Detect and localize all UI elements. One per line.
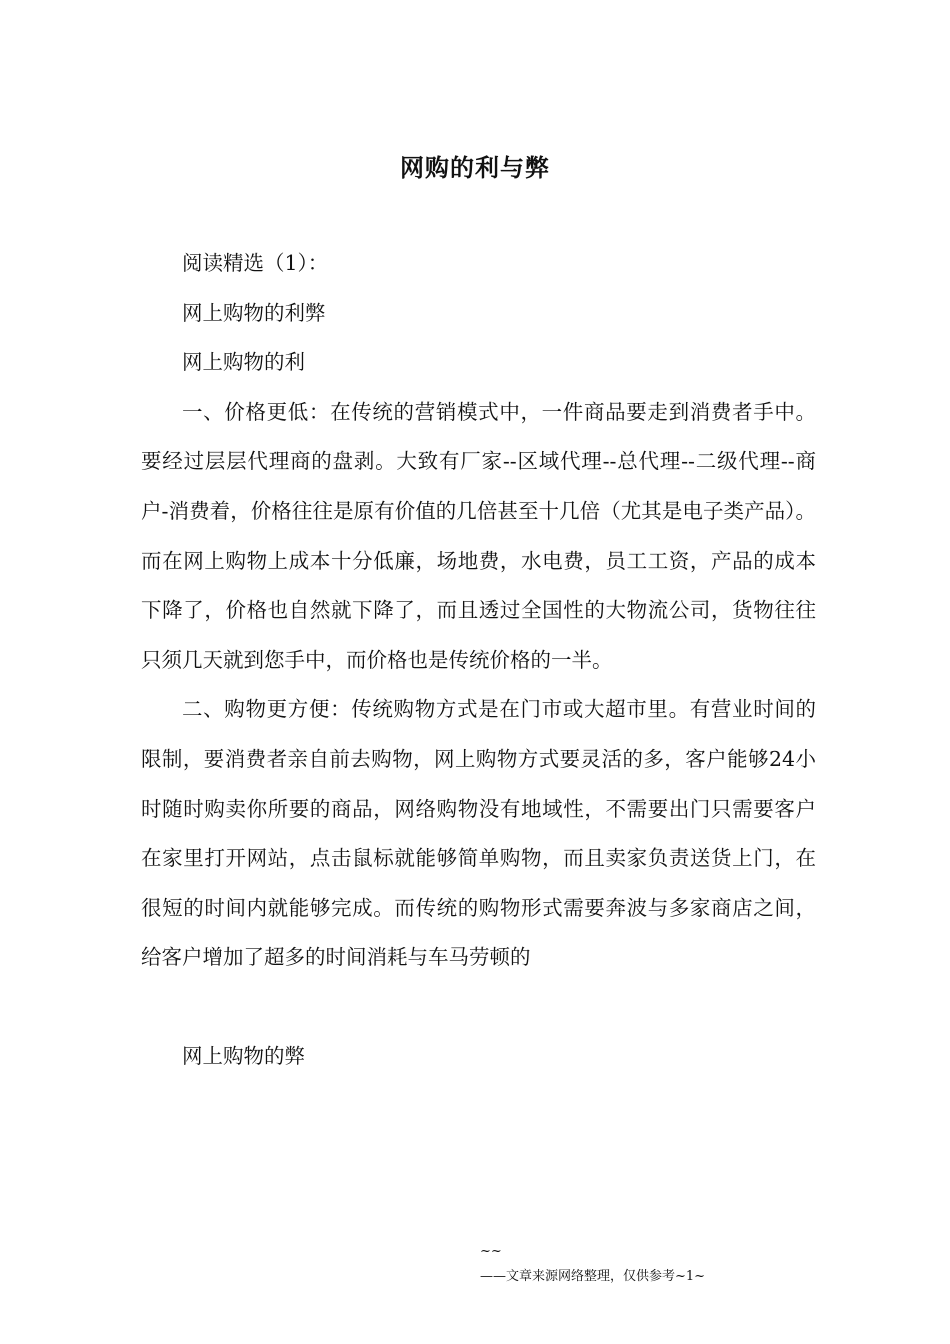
footer-source-note: ——文章来源网络整理，仅供参考~1~	[480, 1269, 706, 1284]
paragraph-lower-price: 一、价格更低：在传统的营销模式中，一件商品要走到消费者手中。要经过层层代理商的盘剥。大致有厂家--区域代理--总代理--二级代理--商户-消费着，价格往往是原有价值的几倍甚至十几倍（尤其是电子类产品）。而在网上购物上成本十分低廉，场地费，水电费，员工工资，产品的成本下降了，价格也自然就下降了，而且透过全国性的大物流公司，货物往往只须几天就到您手中，而价格也是传统价格的一半。	[141, 399, 816, 672]
document-body	[141, 239, 816, 1082]
paragraph-cons-heading: 网上购物的弊	[182, 1043, 305, 1068]
paragraph-reading-selection: 阅读精选（1）：	[182, 251, 329, 275]
paragraph-more-convenient: 二、购物更方便：传统购物方式是在门市或大超市里。有营业时间的限制，要消费者亲自前去购物，网上购物方式要灵活的多，客户能够24小时随时购卖你所要的商品，网络购物没有地域性，不需要出门只需要客户在家里打开网站，点击鼠标就能够简单购物，而且卖家负责送货上门，在很短的时间内就能够完成。而传统的购物形式需要奔波与多家商店之间，给客户增加了超多的时间消耗与车马劳顿的	[141, 697, 816, 970]
paragraph-pros-heading: 网上购物的利	[182, 350, 305, 375]
paragraph-pros-cons-heading: 网上购物的利弊	[182, 300, 326, 325]
footer-marks: ~~	[480, 1244, 502, 1259]
document-title: 网购的利与弊	[400, 154, 550, 182]
